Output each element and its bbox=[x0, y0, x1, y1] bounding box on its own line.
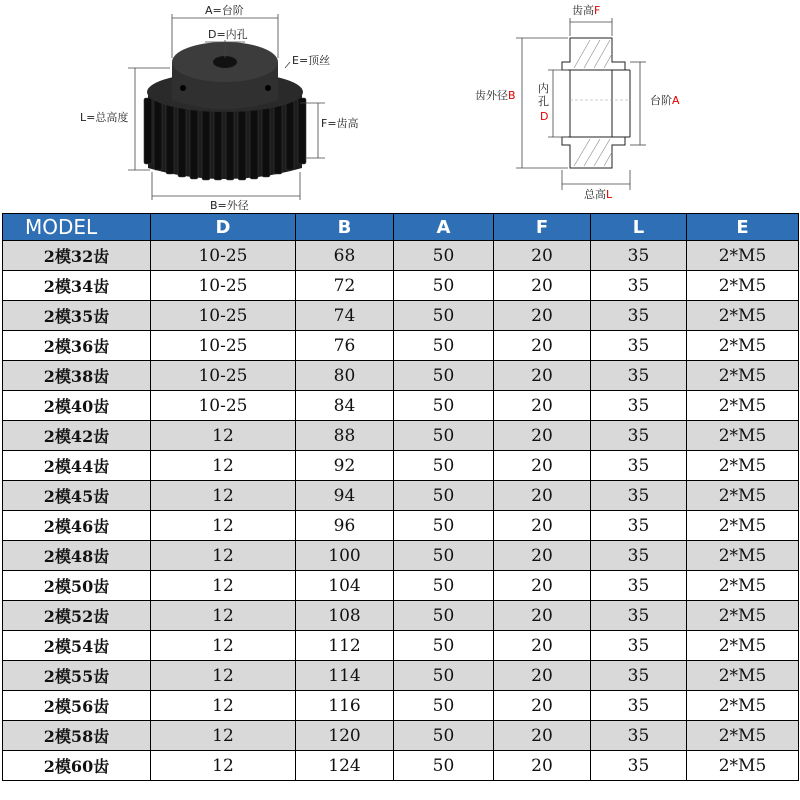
table-row bbox=[3, 421, 799, 451]
cell-b: 116 bbox=[296, 691, 394, 721]
cell-model: 2模54齿 bbox=[3, 631, 151, 661]
cell-l: 35 bbox=[591, 241, 687, 271]
label-outer-diameter: 齿外径B bbox=[475, 89, 516, 102]
cell-a: 50 bbox=[394, 241, 494, 271]
cell-model: 2模40齿 bbox=[3, 391, 151, 421]
cell-d: 12 bbox=[151, 571, 296, 601]
cell-f: 20 bbox=[494, 481, 591, 511]
cell-b: 88 bbox=[296, 421, 394, 451]
cell-model: 2模32齿 bbox=[3, 241, 151, 271]
cell-f: 20 bbox=[494, 601, 591, 631]
table-row bbox=[3, 751, 799, 781]
cell-a: 50 bbox=[394, 691, 494, 721]
table-row bbox=[3, 391, 799, 421]
column-header-b: B bbox=[296, 214, 394, 241]
cell-l: 35 bbox=[591, 331, 687, 361]
cell-d: 12 bbox=[151, 451, 296, 481]
cell-b: 104 bbox=[296, 571, 394, 601]
table-row bbox=[3, 661, 799, 691]
label-bore-letter: D bbox=[540, 110, 549, 123]
cell-b: 112 bbox=[296, 631, 394, 661]
cell-d: 12 bbox=[151, 481, 296, 511]
spec-table bbox=[2, 213, 799, 781]
cell-f: 20 bbox=[494, 571, 591, 601]
cell-b: 68 bbox=[296, 241, 394, 271]
cell-a: 50 bbox=[394, 361, 494, 391]
cell-f: 20 bbox=[494, 361, 591, 391]
cell-b: 76 bbox=[296, 331, 394, 361]
cell-a: 50 bbox=[394, 421, 494, 451]
cell-b: 114 bbox=[296, 661, 394, 691]
cell-f: 20 bbox=[494, 511, 591, 541]
cell-d: 12 bbox=[151, 661, 296, 691]
table-header-row bbox=[3, 214, 799, 241]
cell-f: 20 bbox=[494, 301, 591, 331]
cell-a: 50 bbox=[394, 451, 494, 481]
cell-b: 96 bbox=[296, 511, 394, 541]
cell-l: 35 bbox=[591, 541, 687, 571]
cell-l: 35 bbox=[591, 721, 687, 751]
column-header-model: MODEL bbox=[3, 214, 151, 241]
cell-l: 35 bbox=[591, 511, 687, 541]
cell-model: 2模50齿 bbox=[3, 571, 151, 601]
table-row bbox=[3, 481, 799, 511]
cell-d: 10-25 bbox=[151, 241, 296, 271]
cell-f: 20 bbox=[494, 421, 591, 451]
cell-d: 10-25 bbox=[151, 301, 296, 331]
cell-d: 12 bbox=[151, 631, 296, 661]
cell-e: 2*M5 bbox=[687, 451, 799, 481]
cell-e: 2*M5 bbox=[687, 631, 799, 661]
cell-model: 2模46齿 bbox=[3, 511, 151, 541]
cell-model: 2模55齿 bbox=[3, 661, 151, 691]
cell-e: 2*M5 bbox=[687, 751, 799, 781]
cell-a: 50 bbox=[394, 601, 494, 631]
table-row bbox=[3, 271, 799, 301]
column-header-e: E bbox=[687, 214, 799, 241]
cell-model: 2模60齿 bbox=[3, 751, 151, 781]
table-row bbox=[3, 541, 799, 571]
cell-f: 20 bbox=[494, 541, 591, 571]
cell-model: 2模34齿 bbox=[3, 271, 151, 301]
table-row bbox=[3, 511, 799, 541]
column-header-f: F bbox=[494, 214, 591, 241]
cell-model: 2模42齿 bbox=[3, 421, 151, 451]
cell-f: 20 bbox=[494, 451, 591, 481]
label-total-height: 总高L bbox=[584, 188, 613, 201]
label-step: 台阶A bbox=[650, 94, 680, 107]
cell-f: 20 bbox=[494, 721, 591, 751]
cell-f: 20 bbox=[494, 691, 591, 721]
label-d-bore: D=内孔 bbox=[208, 28, 248, 41]
column-header-a: A bbox=[394, 214, 494, 241]
cell-d: 12 bbox=[151, 541, 296, 571]
cell-b: 92 bbox=[296, 451, 394, 481]
cell-b: 80 bbox=[296, 361, 394, 391]
cell-b: 94 bbox=[296, 481, 394, 511]
cell-a: 50 bbox=[394, 511, 494, 541]
cell-d: 10-25 bbox=[151, 361, 296, 391]
cell-b: 84 bbox=[296, 391, 394, 421]
cell-e: 2*M5 bbox=[687, 541, 799, 571]
table-row bbox=[3, 451, 799, 481]
cell-b: 124 bbox=[296, 751, 394, 781]
cell-d: 12 bbox=[151, 421, 296, 451]
cell-d: 12 bbox=[151, 601, 296, 631]
cell-b: 120 bbox=[296, 721, 394, 751]
cell-model: 2模58齿 bbox=[3, 721, 151, 751]
table-row bbox=[3, 721, 799, 751]
cell-l: 35 bbox=[591, 391, 687, 421]
cell-e: 2*M5 bbox=[687, 601, 799, 631]
table-row bbox=[3, 361, 799, 391]
cell-model: 2模44齿 bbox=[3, 451, 151, 481]
gear-diagram bbox=[0, 0, 800, 210]
cell-a: 50 bbox=[394, 751, 494, 781]
cell-f: 20 bbox=[494, 271, 591, 301]
cell-d: 10-25 bbox=[151, 391, 296, 421]
cell-l: 35 bbox=[591, 481, 687, 511]
cell-e: 2*M5 bbox=[687, 721, 799, 751]
cell-d: 10-25 bbox=[151, 271, 296, 301]
cell-f: 20 bbox=[494, 751, 591, 781]
cell-l: 35 bbox=[591, 451, 687, 481]
cell-b: 72 bbox=[296, 271, 394, 301]
cell-e: 2*M5 bbox=[687, 331, 799, 361]
cell-a: 50 bbox=[394, 721, 494, 751]
label-f-tooth: F=齿高 bbox=[321, 117, 359, 130]
cell-f: 20 bbox=[494, 331, 591, 361]
label-a-step: A=台阶 bbox=[205, 4, 244, 17]
column-header-d: D bbox=[151, 214, 296, 241]
cell-e: 2*M5 bbox=[687, 691, 799, 721]
table-row bbox=[3, 601, 799, 631]
cell-d: 12 bbox=[151, 691, 296, 721]
cell-d: 12 bbox=[151, 721, 296, 751]
cell-l: 35 bbox=[591, 571, 687, 601]
column-header-l: L bbox=[591, 214, 687, 241]
cell-b: 108 bbox=[296, 601, 394, 631]
cell-model: 2模36齿 bbox=[3, 331, 151, 361]
cell-a: 50 bbox=[394, 481, 494, 511]
cell-e: 2*M5 bbox=[687, 361, 799, 391]
cell-e: 2*M5 bbox=[687, 301, 799, 331]
cell-l: 35 bbox=[591, 421, 687, 451]
cell-a: 50 bbox=[394, 571, 494, 601]
table-row bbox=[3, 571, 799, 601]
cell-d: 12 bbox=[151, 511, 296, 541]
cell-model: 2模56齿 bbox=[3, 691, 151, 721]
table-row bbox=[3, 631, 799, 661]
cell-a: 50 bbox=[394, 541, 494, 571]
cell-e: 2*M5 bbox=[687, 481, 799, 511]
cell-e: 2*M5 bbox=[687, 421, 799, 451]
cell-l: 35 bbox=[591, 301, 687, 331]
cell-f: 20 bbox=[494, 631, 591, 661]
cell-model: 2模48齿 bbox=[3, 541, 151, 571]
label-e-screw: E=顶丝 bbox=[292, 54, 331, 67]
label-bore-2: 孔 bbox=[538, 95, 549, 108]
cell-a: 50 bbox=[394, 661, 494, 691]
cell-e: 2*M5 bbox=[687, 271, 799, 301]
cell-f: 20 bbox=[494, 661, 591, 691]
cell-a: 50 bbox=[394, 301, 494, 331]
cell-l: 35 bbox=[591, 691, 687, 721]
label-tooth-height: 齿高F bbox=[572, 4, 601, 17]
cell-a: 50 bbox=[394, 331, 494, 361]
cell-l: 35 bbox=[591, 631, 687, 661]
cell-model: 2模52齿 bbox=[3, 601, 151, 631]
cell-b: 100 bbox=[296, 541, 394, 571]
cell-model: 2模35齿 bbox=[3, 301, 151, 331]
cell-l: 35 bbox=[591, 271, 687, 301]
gear-illustration bbox=[144, 42, 306, 180]
table-row bbox=[3, 691, 799, 721]
cell-e: 2*M5 bbox=[687, 661, 799, 691]
cell-l: 35 bbox=[591, 661, 687, 691]
table-body bbox=[3, 241, 799, 781]
cell-a: 50 bbox=[394, 631, 494, 661]
label-l-total: L=总高度 bbox=[80, 111, 129, 124]
cell-l: 35 bbox=[591, 601, 687, 631]
cell-f: 20 bbox=[494, 391, 591, 421]
label-b-outer: B=外径 bbox=[210, 199, 249, 210]
cell-model: 2模38齿 bbox=[3, 361, 151, 391]
cell-e: 2*M5 bbox=[687, 511, 799, 541]
cell-a: 50 bbox=[394, 271, 494, 301]
cell-f: 20 bbox=[494, 241, 591, 271]
cell-d: 10-25 bbox=[151, 331, 296, 361]
cell-b: 74 bbox=[296, 301, 394, 331]
cell-d: 12 bbox=[151, 751, 296, 781]
cell-e: 2*M5 bbox=[687, 391, 799, 421]
table-row bbox=[3, 301, 799, 331]
table-row bbox=[3, 331, 799, 361]
cell-e: 2*M5 bbox=[687, 241, 799, 271]
cell-l: 35 bbox=[591, 361, 687, 391]
cell-l: 35 bbox=[591, 751, 687, 781]
cell-e: 2*M5 bbox=[687, 571, 799, 601]
cell-a: 50 bbox=[394, 391, 494, 421]
table-row bbox=[3, 241, 799, 271]
cell-model: 2模45齿 bbox=[3, 481, 151, 511]
label-bore-1: 内 bbox=[538, 82, 549, 95]
cross-section-drawing bbox=[562, 38, 630, 168]
